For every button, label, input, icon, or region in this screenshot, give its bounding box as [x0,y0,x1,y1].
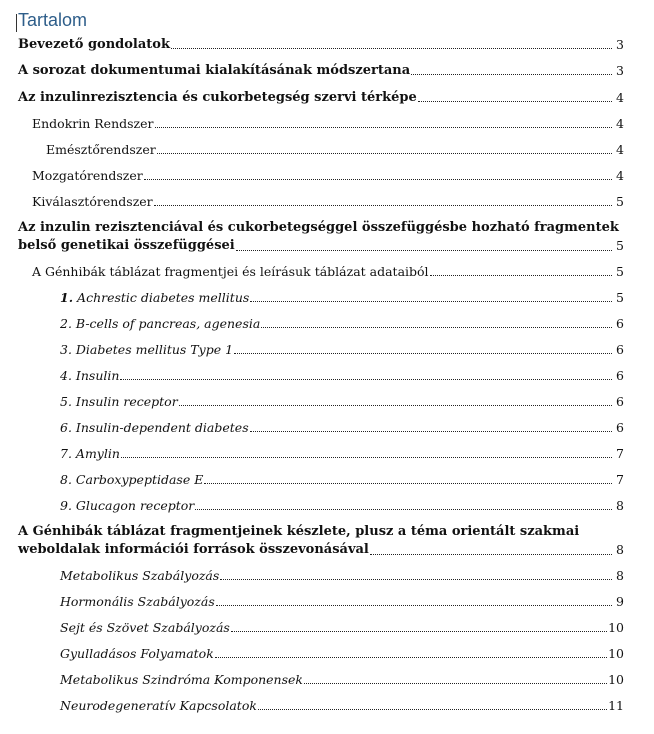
toc-entry-text: Carboxypeptidase E [71,472,204,487]
toc-entry-text: Az inzulinrezisztencia és cukorbetegség szervi térképe [18,90,417,105]
toc-entry-text: Insulin receptor [71,394,178,409]
toc-entry-number: 8. [60,472,72,487]
toc-entry-methodology[interactable] [18,62,624,79]
toc-entry-text: Hormonális Szabályozás [60,594,215,609]
toc-entry-text: Amylin [71,446,120,461]
toc-page-number: 3 [616,63,624,78]
toc-entry-text: Endokrin Rendszer [32,116,154,131]
toc-entry-text: Neurodegeneratív Kapcsolatok [60,698,257,713]
toc-page-number: 8 [616,568,624,583]
toc-entry-text: A sorozat dokumentumai kialakításának módszertana [18,63,411,78]
toc-leader [236,250,612,251]
toc-entry-neurodegenerative[interactable] [60,697,624,714]
toc-page-number: 6 [616,394,624,409]
toc-entry-text: Gyulladásos Folyamatok [60,646,214,661]
toc-leader [171,48,612,49]
toc-leader [430,275,612,276]
toc-entry-number: 7. [60,446,72,461]
toc-entry-text: Metabolikus Szabályozás [60,568,220,583]
toc-leader [304,683,607,684]
toc-entry-fragment[interactable] [60,445,624,462]
toc-leader [157,153,612,154]
toc-leader [204,483,612,484]
toc-entry-text-line2: belső genetikai összefüggései [18,238,235,253]
toc-entry-hormonal-regulation[interactable] [60,593,624,610]
toc-entry-text: Sejt és Szövet Szabályozás [60,620,230,635]
toc-entry-metabolic-syndrome[interactable] [60,671,624,688]
toc-page-number: 6 [616,316,624,331]
toc-leader [120,379,612,380]
toc-entry-text: Emésztőrendszer [46,142,156,157]
toc-leader [144,179,612,180]
toc-entry-number: 1. [60,290,74,305]
toc-entry-fragment[interactable] [60,471,624,488]
toc-leader [261,327,612,328]
toc-entry-text-line1: Az inzulin rezisztenciával és cukorbetegséggel összefüggésbe hozható fragmentek [18,220,619,235]
toc-entry-text: Insulin [71,368,120,383]
toc-leader [250,301,612,302]
toc-entry-text: Achrestic diabetes mellitus [73,290,250,305]
toc-entry-number: 9. [60,498,72,513]
toc-entry-endocrine[interactable] [32,115,624,132]
toc-entry-text: Metabolikus Szindróma Komponensek [60,672,303,687]
toc-leader [154,205,612,206]
toc-page-number: 10 [608,620,624,635]
toc-leader [418,101,612,102]
toc-entry-excretory[interactable] [32,193,624,210]
toc-leader [258,709,607,710]
toc-entry-genetic-fragments[interactable] [18,219,624,255]
text-cursor [16,14,17,32]
toc-leader [411,74,612,75]
toc-entry-metabolic-regulation[interactable] [60,567,624,584]
toc-entry-gene-defects-table[interactable] [32,263,624,280]
toc-entry-text: Glucagon receptor [71,498,195,513]
toc-entry-fragment[interactable] [60,419,624,436]
toc-entry-fragment[interactable] [60,315,624,332]
toc-leader [231,631,607,632]
toc-page-number: 4 [616,168,624,183]
toc-entry-number: 6. [60,420,72,435]
toc-title: Tartalom [18,10,88,30]
toc-leader [370,554,612,555]
toc-entry-number: 2. [60,316,72,331]
toc-page-number: 4 [616,90,624,105]
toc-leader [234,353,612,354]
toc-page-number: 3 [616,37,624,52]
toc-page-number: 4 [616,142,624,157]
toc-page-number: 4 [616,116,624,131]
toc-page-number: 11 [608,698,624,713]
toc-page-number: 6 [616,368,624,383]
toc-entry-fragment[interactable] [60,367,624,384]
toc-page-number: 9 [616,594,624,609]
toc-entry-introduction[interactable] [18,36,624,53]
toc-entry-cell-tissue-regulation[interactable] [60,619,624,636]
toc-page-number: 6 [616,342,624,357]
toc-entry-fragment[interactable] [60,341,624,358]
toc-entry-number: 5. [60,394,72,409]
toc-entry-locomotor[interactable] [32,167,624,184]
toc-page-number: 7 [616,472,624,487]
toc-page-number: 5 [616,290,624,305]
toc-leader [216,605,612,606]
toc-entry-inflammatory-processes[interactable] [60,645,624,662]
toc-leader [179,405,612,406]
toc-entry-text: Kiválasztórendszer [32,194,153,209]
toc-leader [155,127,612,128]
toc-leader [250,431,612,432]
toc-entry-fragment[interactable] [60,393,624,410]
toc-leader [195,509,612,510]
toc-entry-digestive[interactable] [46,141,624,158]
toc-page-number: 7 [616,446,624,461]
toc-page-number: 5 [616,264,624,279]
toc-page-number: 10 [608,672,624,687]
toc-leader [215,657,607,658]
toc-entry-text-line1: A Génhibák táblázat fragmentjeinek készlete, plusz a téma orientált szakmai [18,524,580,539]
toc-leader [121,457,612,458]
toc-entry-fragment[interactable] [60,289,624,306]
toc-leader [220,579,612,580]
toc-entry-organ-map[interactable] [18,89,624,106]
toc-entry-text: Diabetes mellitus Type 1 [71,342,234,357]
toc-entry-text: Bevezető gondolatok [18,37,170,52]
toc-entry-text: A Génhibák táblázat fragmentjei és leírásuk táblázat adataiból [32,264,429,279]
toc-entry-text: Mozgatórendszer [32,168,143,183]
toc-entry-text-line2: weboldalak információi források összevonásával [18,542,369,557]
toc-page-number: 6 [616,420,624,435]
toc-entry-text: Insulin-dependent diabetes [71,420,249,435]
toc-entry-fragment[interactable] [60,497,624,514]
toc-page-number: 8 [616,498,624,513]
toc-page-number: 5 [616,194,624,209]
toc-entry-number: 3. [60,342,72,357]
toc-page-number: 10 [608,646,624,661]
toc-entry-number: 4. [60,368,72,383]
toc-page-number: 5 [616,238,624,253]
toc-entry-gene-defects-set[interactable] [18,523,624,559]
toc-page-number: 8 [616,542,624,557]
toc-entry-text: B-cells of pancreas, agenesia [71,316,261,331]
